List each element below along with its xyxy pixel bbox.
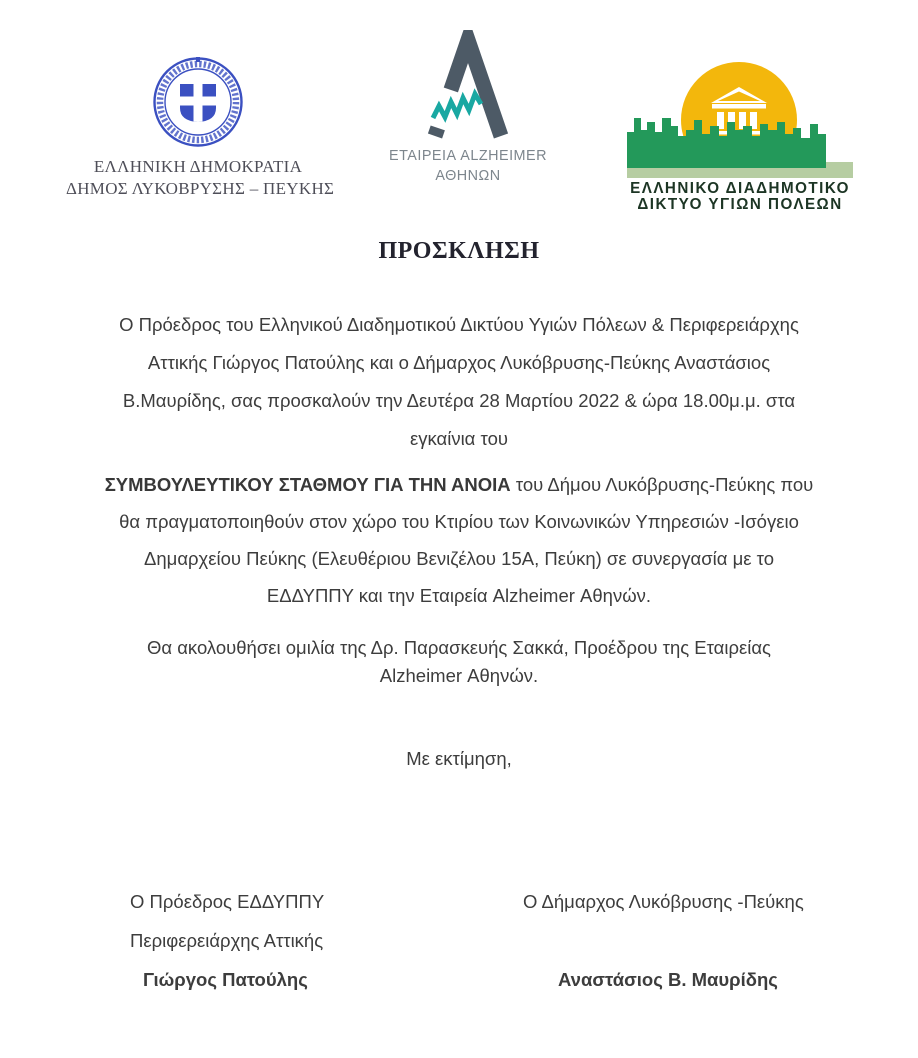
paragraph-event-details: [79, 466, 839, 614]
body-line: [79, 466, 839, 503]
municipality-header-line2: ΔΗΜΟΣ ΛΥΚΟΒΡΥΣΗΣ – ΠΕΥΚΗΣ: [66, 179, 335, 198]
municipality-logo-block: [66, 56, 335, 200]
body-line: εγκαίνια του: [410, 428, 508, 449]
body-line: Ο Πρόεδρος του Ελληνικού Διαδημοτικού Δικτύου Υγιών Πόλεων & Περιφερειάρχης: [119, 314, 799, 335]
body-line: Αττικής Γιώργος Πατούλης και ο Δήμαρχος Λυκόβρυσης-Πεύκης Αναστάσιος: [147, 352, 771, 373]
healthy-cities-label-line2: ΔΙΚΤΥΟ ΥΓΙΩΝ ΠΟΛΕΩΝ: [637, 195, 843, 213]
alzheimer-logo-block: [378, 30, 558, 186]
body-line: Β.Μαυρίδης, σας προσκαλούν την Δευτέρα 28 Μαρτίου 2022 & ώρα 18.00μ.μ. στα: [122, 390, 796, 411]
alzheimer-label-line2: ΑΘΗΝΩΝ: [435, 167, 501, 184]
body-line: Δημαρχείου Πεύκης (Ελευθέριου Βενιζέλου 15Α, Πεύκη) σε συνεργασία με το: [144, 548, 774, 569]
document-title: ΠΡΟΣΚΛΗΣΗ: [378, 238, 540, 264]
signature-title: Ο Πρόεδρος ΕΔΔΥΠΠΥ: [130, 891, 325, 912]
body-line: Θα ακολουθήσει ομιλία της Δρ. Παρασκευής Σακκά, Προέδρου της Εταιρείας: [147, 637, 771, 658]
municipality-header-line1: ΕΛΛΗΝΙΚΗ ΔΗΜΟΚΡΑΤΙΑ: [93, 157, 303, 176]
healthy-cities-label-line1: ΕΛΛΗΝΙΚΟ ΔΙΑΔΗΜΟΤΙΚΟ: [630, 180, 850, 197]
signature-subtitle: Περιφερειάρχης Αττικής: [130, 930, 324, 951]
closing-salutation: Με εκτίμηση,: [406, 748, 512, 769]
healthy-cities-logo-block: [616, 52, 864, 212]
signature-block-left: [130, 882, 324, 999]
body-line: Alzheimer Αθηνών.: [379, 665, 539, 686]
signature-block-right: [523, 882, 804, 999]
event-name-bold: ΣΥΜΒΟΥΛΕΥΤΙΚΟΥ ΣΤΑΘΜΟΥ ΓΙΑ ΤΗΝ ΑΝΟΙΑ: [104, 474, 511, 495]
signature-name: Αναστάσιος Β. Μαυρίδης: [558, 969, 778, 990]
signature-title: Ο Δήμαρχος Λυκόβρυσης -Πεύκης: [523, 891, 804, 912]
body-line: θα πραγματοποιηθούν στον χώρο του Κτιρίου των Κοινωνικών Υπηρεσιών -Ισόγειο: [119, 511, 799, 532]
paragraph-speech: [79, 634, 839, 690]
alzheimer-label-line1: ΕΤΑΙΡΕΙΑ ALZHEIMER: [388, 147, 548, 164]
body-line: ΕΔΔΥΠΠΥ και την Εταιρεία Alzheimer Αθηνών.: [266, 585, 652, 606]
alzheimer-athens-logo-icon: [425, 30, 511, 140]
body-line-rest: του Δήμου Λυκόβρυσης-Πεύκης που: [510, 474, 814, 495]
greek-republic-emblem-icon: [152, 56, 244, 148]
signature-name: Γιώργος Πατούλης: [143, 969, 308, 990]
healthy-cities-network-logo-icon: [625, 52, 855, 178]
paragraph-intro: [79, 306, 839, 458]
